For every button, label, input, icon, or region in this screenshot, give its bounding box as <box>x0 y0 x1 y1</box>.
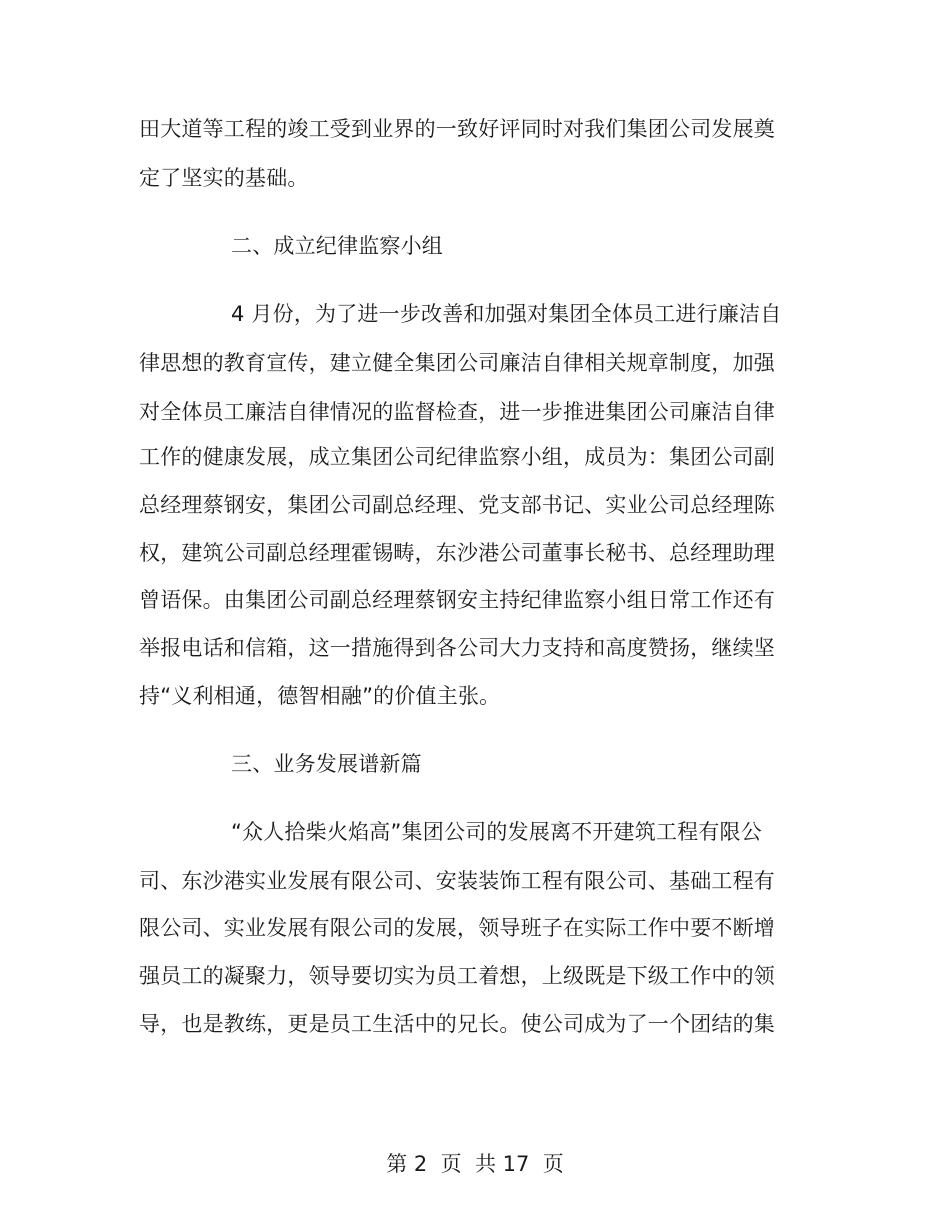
paragraph-line: 总经理蔡钢安，集团公司副总经理、党支部书记、实业公司总经理陈 <box>139 493 775 517</box>
paragraph-line: 限公司、实业发展有限公司的发展，领导班子在实际工作中要不断增 <box>139 916 775 940</box>
paragraph-line: 工作的健康发展，成立集团公司纪律监察小组，成员为：集团公司副 <box>139 445 775 469</box>
section-heading: 二、成立纪律监察小组 <box>231 234 443 258</box>
page-number: 第 2 页 共 17 页 <box>386 1152 564 1176</box>
paragraph-line: 曾语保。由集团公司副总经理蔡钢安主持纪律监察小组日常工作还有 <box>139 588 775 612</box>
paragraph-line: 定了坚实的基础。 <box>139 166 309 190</box>
paragraph-line: 对全体员工廉洁自律情况的监督检查，进一步推进集团公司廉洁自律 <box>139 400 775 424</box>
paragraph-line: 举报电话和信箱，这一措施得到各公司大力支持和高度赞扬，继续坚 <box>139 636 775 660</box>
paragraph-line: 持“义利相通，德智相融”的价值主张。 <box>139 684 501 708</box>
paragraph-line: 司、东沙港实业发展有限公司、安装装饰工程有限公司、基础工程有 <box>139 869 775 893</box>
paragraph-line: 导，也是教练，更是员工生活中的兄长。使公司成为了一个团结的集 <box>139 1012 775 1036</box>
paragraph-line: 权，建筑公司副总经理霍锡畴，东沙港公司董事长秘书、总经理助理 <box>139 541 775 565</box>
section-heading: 三、业务发展谱新篇 <box>231 752 422 776</box>
paragraph-line: 4 月份，为了进一步改善和加强对集团全体员工进行廉洁自 <box>231 302 782 326</box>
paragraph-line: 田大道等工程的竣工受到业界的一致好评同时对我们集团公司发展奠 <box>139 117 775 141</box>
paragraph-line: 强员工的凝聚力，领导要切实为员工着想，上级既是下级工作中的领 <box>139 964 775 988</box>
paragraph-line: 律思想的教育宣传，建立健全集团公司廉洁自律相关规章制度，加强 <box>139 351 775 375</box>
paragraph-line: “众人拾柴火焰高”集团公司的发展离不开建筑工程有限公 <box>231 820 762 844</box>
